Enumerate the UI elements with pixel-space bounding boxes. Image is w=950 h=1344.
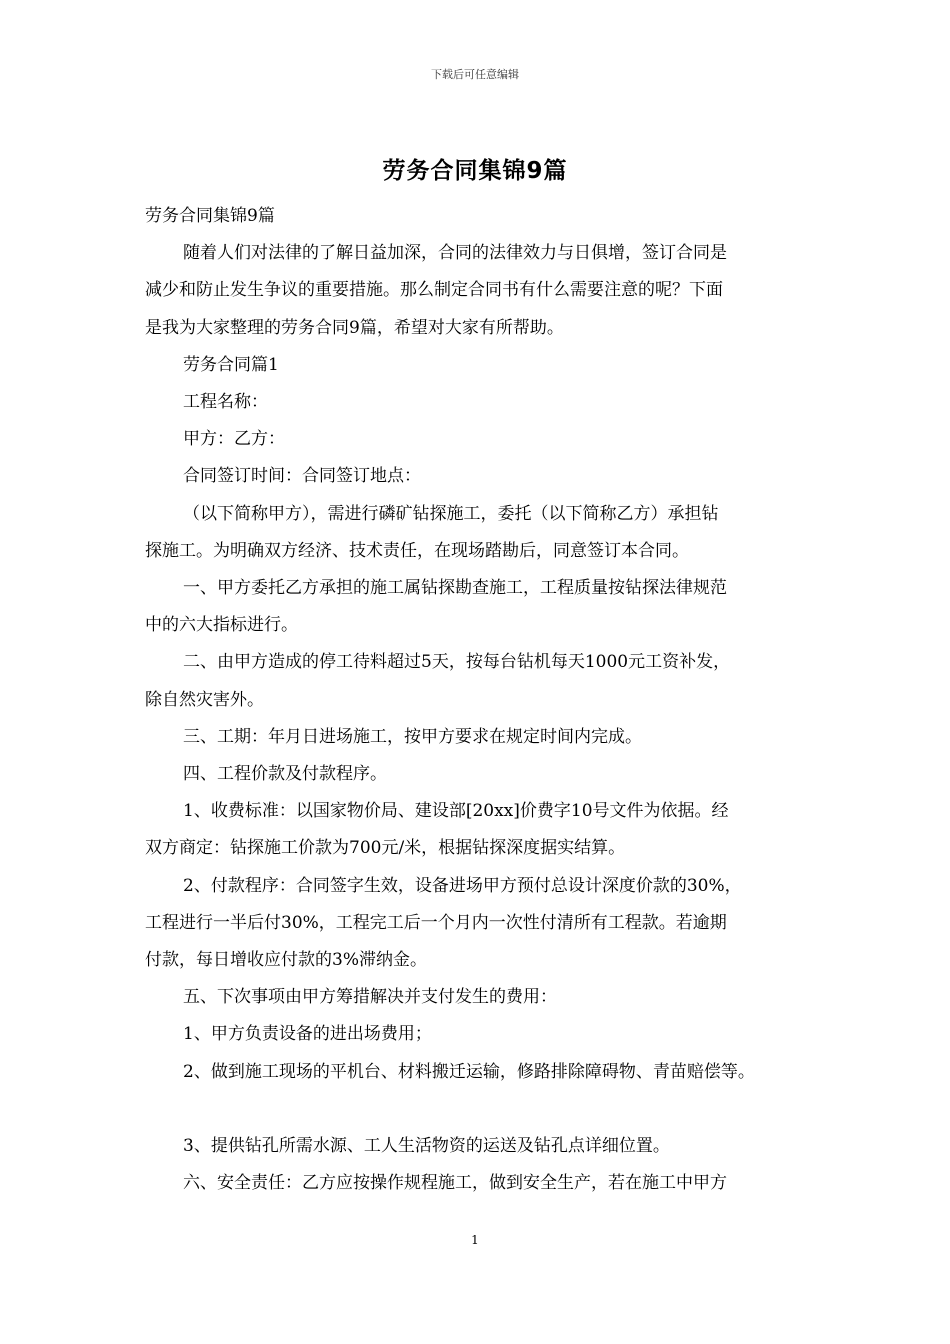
paragraph-line: 合同签订时间：合同签订地点： (183, 466, 421, 487)
paragraph-line: 减少和防止发生争议的重要措施。那么制定合同书有什么需要注意的呢？下面 (145, 280, 723, 301)
paragraph-line: 中的六大指标进行。 (145, 615, 298, 636)
page-number: 1 (471, 1233, 479, 1247)
paragraph-line: 工程进行一半后付30%，工程完工后一个月内一次性付清所有工程款。若逾期 (145, 912, 727, 933)
header-note: 下载后可任意编辑 (431, 68, 519, 81)
paragraph-line: 劳务合同集锦9篇 (145, 206, 275, 226)
paragraph-line: 随着人们对法律的了解日益加深，合同的法律效力与日俱增，签订合同是 (183, 243, 727, 264)
paragraph-line: 付款，每日增收应付款的3%滞纳金。 (145, 950, 427, 971)
blank-line (145, 1091, 820, 1128)
paragraph-line: 1、甲方负责设备的进出场费用； (183, 1024, 432, 1045)
paragraph-line: 1、收费标准：以国家物价局、建设部[20xx]价费字10号文件为依据。经 (183, 801, 729, 822)
paragraph-line: 探施工。为明确双方经济、技术责任，在现场踏勘后，同意签订本合同。 (145, 540, 689, 561)
document-title: 劳务合同集锦9篇 (382, 158, 568, 184)
paragraph-line: （以下简称甲方），需进行磷矿钻探施工，委托（以下简称乙方）承担钻 (183, 503, 719, 524)
paragraph-line: 2、付款程序：合同签字生效，设备进场甲方预付总设计深度价款的30%， (183, 875, 742, 896)
section-heading: 劳务合同篇1 (183, 354, 279, 375)
paragraph-line: 三、工期：年月日进场施工，按甲方要求在规定时间内完成。 (183, 726, 642, 747)
paragraph-line: 甲方：乙方： (183, 429, 285, 450)
paragraph-line: 除自然灾害外。 (145, 689, 264, 710)
paragraph-line: 四、工程价款及付款程序。 (183, 764, 387, 785)
paragraph-line: 一、甲方委托乙方承担的施工属钻探勘查施工，工程质量按钻探法律规范 (183, 578, 727, 599)
paragraph-line: 2、做到施工现场的平机台、材料搬迁运输，修路排除障碍物、青苗赔偿等。 (183, 1061, 755, 1082)
paragraph-line: 是我为大家整理的劳务合同9篇，希望对大家有所帮助。 (145, 317, 564, 338)
paragraph-line: 六、安全责任：乙方应按操作规程施工，做到安全生产，若在施工中甲方 (183, 1173, 727, 1194)
document-body (145, 198, 820, 1202)
paragraph-line: 工程名称： (183, 392, 268, 413)
paragraph-line: 3、提供钻孔所需水源、工人生活物资的运送及钻孔点详细位置。 (183, 1136, 670, 1157)
paragraph-line: 双方商定：钻探施工价款为700元/米，根据钻探深度据实结算。 (145, 838, 626, 859)
paragraph-line: 二、由甲方造成的停工待料超过5天，按每台钻机每天1000元工资补发， (183, 652, 731, 673)
paragraph-line: 五、下次事项由甲方筹措解决并支付发生的费用： (183, 987, 557, 1008)
